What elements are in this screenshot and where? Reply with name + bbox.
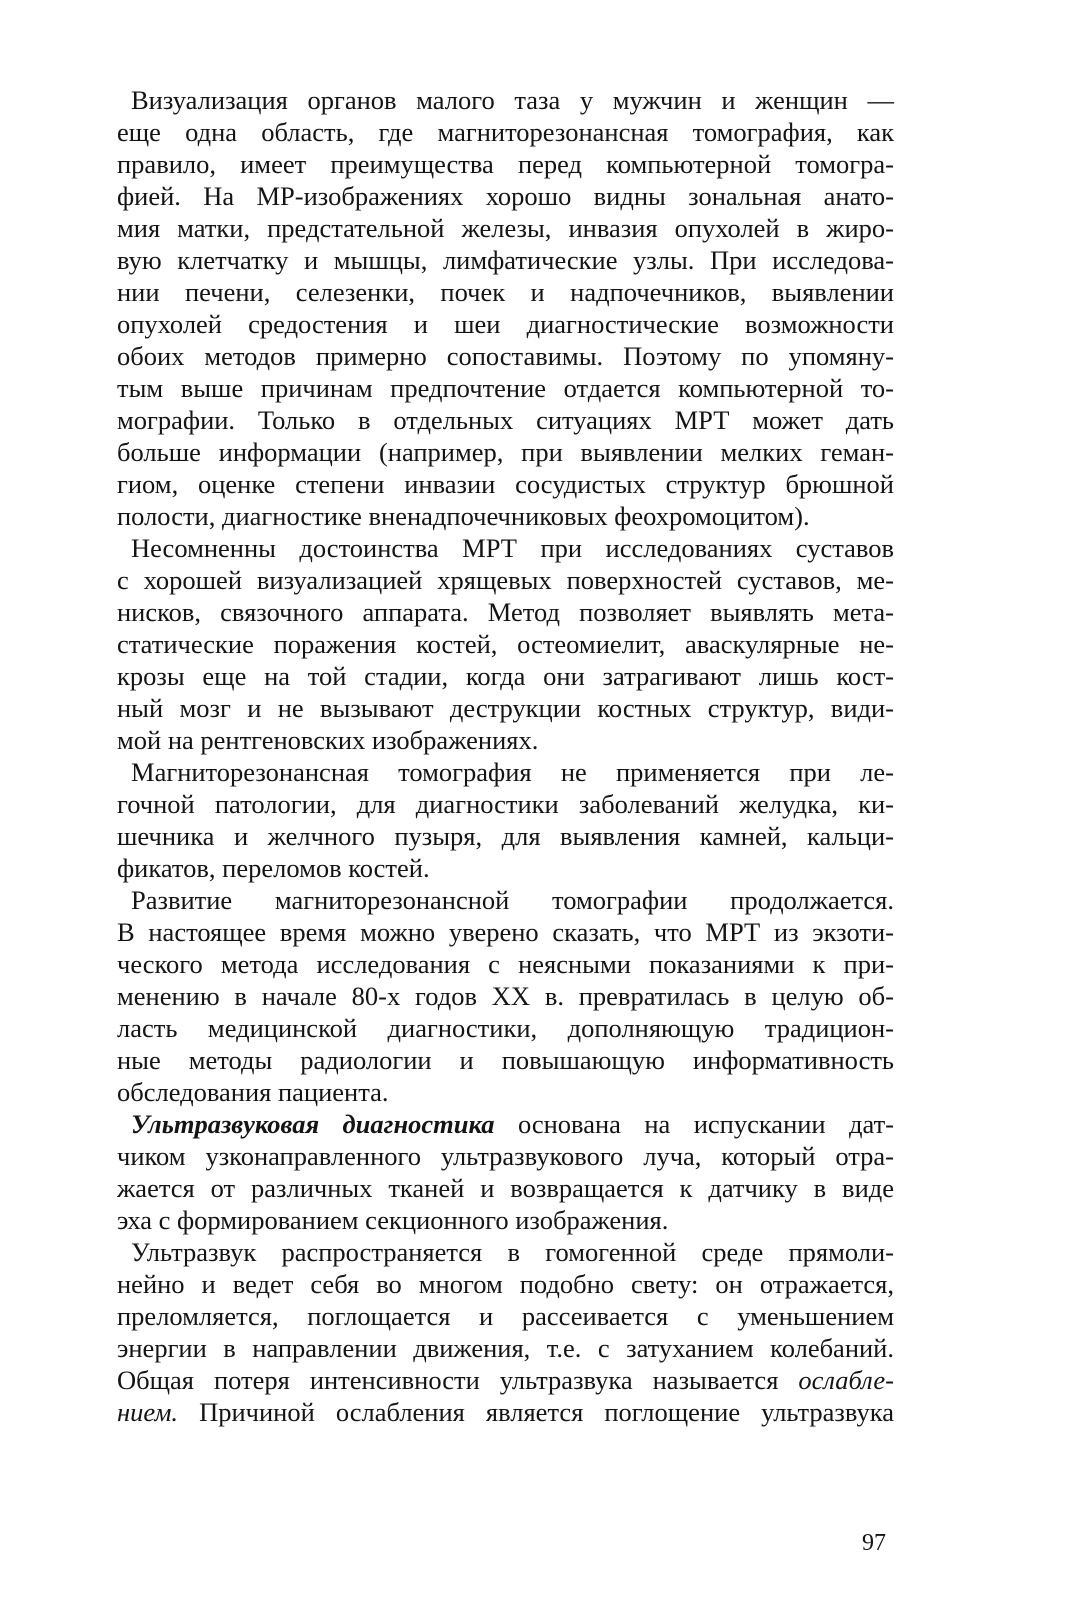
text-line: [117, 1108, 894, 1140]
text-line: мой на рентгеновских изображениях.: [117, 725, 539, 755]
paragraph-mri-joints: [117, 532, 894, 756]
paragraph-ultrasound-intro: [117, 1108, 894, 1236]
text-line: Несомненны достоинства МРТ при исследованиях суставов: [131, 533, 894, 563]
text-line: больше информации (например, при выявлении мелких геман-: [117, 437, 894, 467]
text-line: шечника и желчного пузыря, для выявления камней, кальци-: [117, 821, 894, 851]
text-line: ческого метода исследования с неясными показаниями к при-: [117, 949, 894, 979]
text-line: нии печени, селезенки, почек и надпочечников, выявлении: [117, 277, 894, 307]
paragraph-mri-development: [117, 884, 894, 1108]
text-line: менению в начале 80-х годов XX в. превратилась в целую об-: [117, 981, 894, 1011]
text-line: нисков, связочного аппарата. Метод позволяет выявлять мета-: [117, 597, 894, 627]
page-text: [117, 84, 894, 1428]
text-line: [117, 1364, 894, 1396]
text-line: [117, 1396, 894, 1428]
text-line: Ультразвук распространяется в гомогенной среде прямоли-: [131, 1237, 894, 1267]
text-line: еще одна область, где магниторезонансная томография, как: [117, 117, 894, 147]
text-line: крозы еще на той стадии, когда они затрагивают лишь кост-: [117, 661, 894, 691]
text-line: жается от различных тканей и возвращается к датчику в виде: [117, 1173, 894, 1203]
text-run: Общая потеря интенсивности ультразвука называется: [117, 1365, 799, 1395]
paragraph-mri-pelvis: [117, 84, 894, 532]
text-line: мия матки, предстательной железы, инвазия опухолей в жиро-: [117, 213, 894, 243]
text-line: Визуализация органов малого таза у мужчин и женщин —: [131, 85, 894, 115]
text-line: ные методы радиологии и повышающую информативность: [117, 1045, 894, 1075]
paragraph-ultrasound-propagation: [117, 1236, 894, 1428]
text-line: статические поражения костей, остеомиелит, аваскулярные не-: [117, 629, 894, 659]
text-line: фикатов, переломов костей.: [117, 853, 430, 883]
text-line: ласть медицинской диагностики, дополняющую традицион-: [117, 1013, 894, 1043]
text-run: основана на испускании дат-: [494, 1109, 894, 1139]
text-line: энергии в направлении движения, т.е. с затуханием колебаний.: [117, 1333, 894, 1363]
text-line: чиком узконаправленного ультразвукового луча, который отра-: [117, 1141, 894, 1171]
text-line: вую клетчатку и мышцы, лимфатические узлы. При исследова-: [117, 245, 894, 275]
text-line: гочной патологии, для диагностики заболеваний желудка, ки-: [117, 789, 894, 819]
text-line: В настоящее время можно уверено сказать, что МРТ из экзоти-: [117, 917, 894, 947]
term-ultrasound-diagnostics: Ультразвуковая диагностика: [131, 1109, 495, 1139]
text-line: ный мозг и не вызывают деструкции костных структур, види-: [117, 693, 894, 723]
text-line: фией. На МР-изображениях хорошо видны зональная анато-: [117, 181, 894, 211]
term-attenuation-end: нием.: [117, 1397, 179, 1427]
text-line: обоих методов примерно сопоставимы. Поэтому по упомяну-: [117, 341, 894, 371]
text-line: нейно и ведет себя во многом подобно свету: он отражается,: [117, 1269, 894, 1299]
term-attenuation: ослабле-: [798, 1365, 894, 1395]
text-line: полости, диагностике вненадпочечниковых феохромоцитом).: [117, 501, 810, 531]
text-line: тым выше причинам предпочтение отдается компьютерной то-: [117, 373, 894, 403]
text-line: мографии. Только в отдельных ситуациях МРТ может дать: [117, 405, 894, 435]
text-line: опухолей средостения и шеи диагностические возможности: [117, 309, 894, 339]
text-line: обследования пациента.: [117, 1077, 389, 1107]
text-line: гиом, оценке степени инвазии сосудистых структур брюшной: [117, 469, 894, 499]
text-line: правило, имеет преимущества перед компьютерной томогра-: [117, 149, 894, 179]
page-number: 97: [862, 1530, 886, 1556]
text-line: с хорошей визуализацией хрящевых поверхностей суставов, ме-: [117, 565, 894, 595]
text-line: эха с формированием секционного изображения.: [117, 1205, 669, 1235]
text-line: Магниторезонансная томография не применяется при ле-: [131, 757, 894, 787]
paragraph-mri-limitations: [117, 756, 894, 884]
text-line: Развитие магниторезонансной томографии продолжается.: [131, 885, 894, 915]
text-run: Причиной ослабления является поглощение ультразвука: [178, 1397, 894, 1427]
text-line: преломляется, поглощается и рассеивается с уменьшением: [117, 1301, 894, 1331]
